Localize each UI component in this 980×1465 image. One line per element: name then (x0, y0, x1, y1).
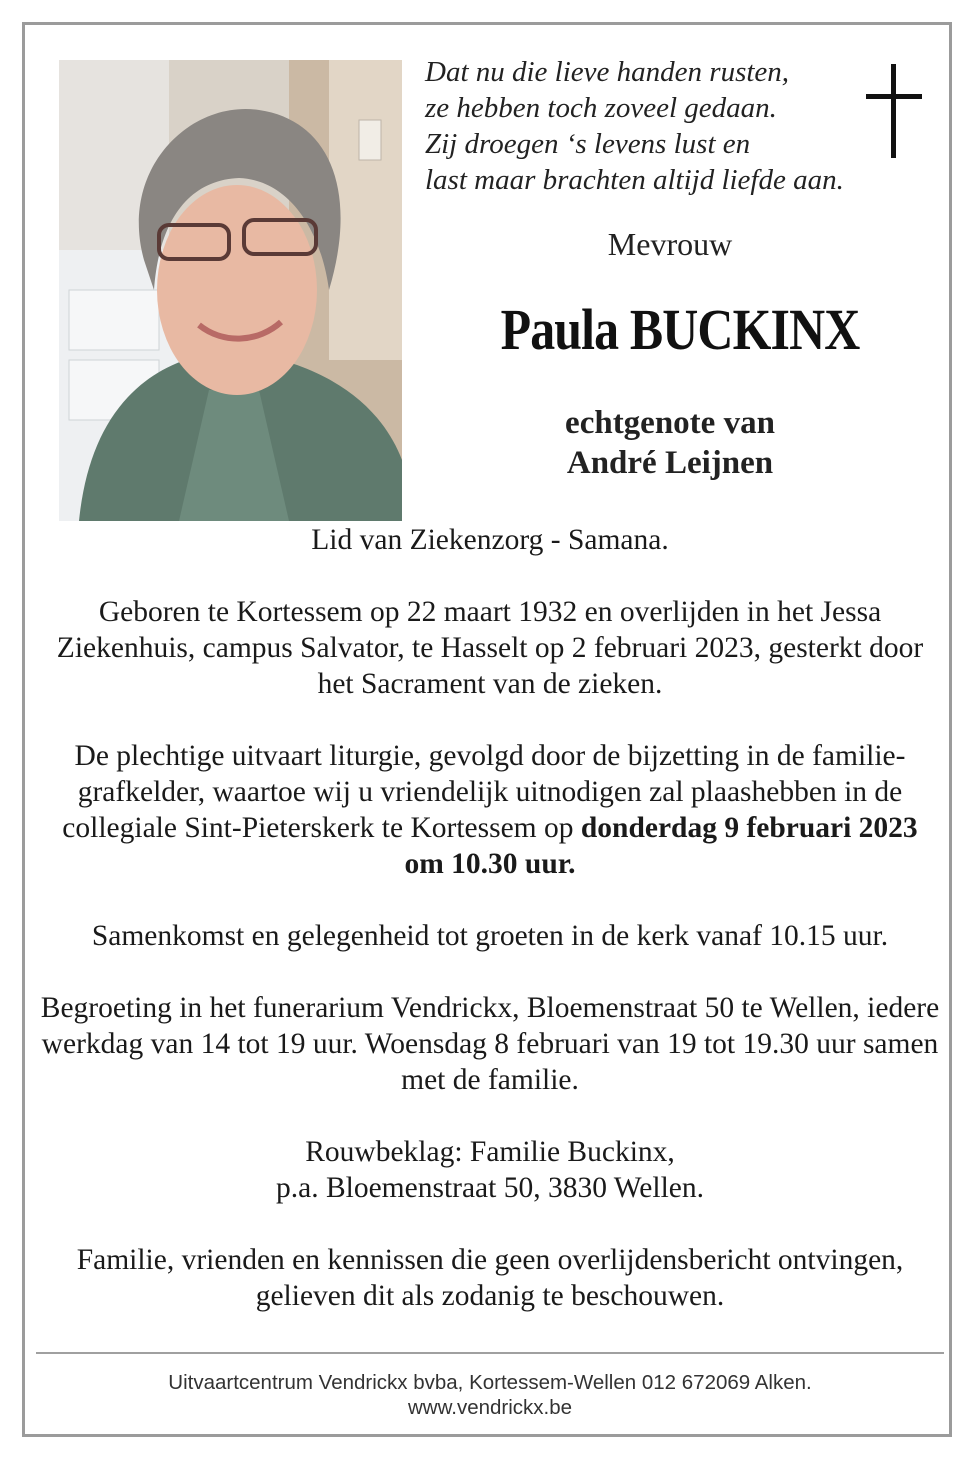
closing-note: Familie, vrienden en kennissen die geen overlijdensbericht ontvingen, gelieven dit als zodanig te beschouwen. (76, 1244, 904, 1312)
poem (425, 54, 875, 198)
poem-line: Zij droegen ‘s levens lust en (425, 128, 751, 160)
poem-line: Dat nu die lieve handen rusten, (425, 56, 790, 88)
footer-divider (36, 1352, 944, 1354)
funeral-text: De plechtige uitvaart liturgie, gevolgd door de bijzetting in de familie- grafkelder, waartoe wij u vriendelijk uitnodigen zal plaashebben in de collegiale Sint-Pieterskerk te Kortessem op (62, 740, 906, 844)
gathering-info: Samenkomst en gelegenheid tot groeten in de kerk vanaf 10.15 uur. (91, 920, 889, 952)
viewing-info: Begroeting in het funerarium Vendrickx, Bloemenstraat 50 te Wellen, iedere werkdag van 14 tot 19 uur. Woensdag 8 februari van 19 tot 19.30 uur samen met de familie. (40, 992, 940, 1096)
spouse-block (470, 403, 870, 483)
deceased-name: Paula BUCKINX (500, 297, 860, 362)
funeral-home-website[interactable]: www.vendrickx.be (407, 1396, 573, 1419)
footer (36, 1370, 944, 1420)
poem-line: last maar brachten altijd liefde aan. (425, 164, 844, 196)
spouse-name: André Leijnen (566, 445, 774, 481)
funeral-info (40, 738, 940, 882)
membership: Lid van Ziekenzorg - Samana. (311, 524, 669, 556)
poem-line: ze hebben toch zoveel gedaan. (425, 92, 777, 124)
condolence-line: Rouwbeklag: Familie Buckinx, (305, 1136, 675, 1168)
condolence-address: p.a. Bloemenstraat 50, 3830 Wellen. (275, 1172, 704, 1204)
cross-icon (866, 64, 922, 158)
spouse-label: echtgenote van (565, 405, 775, 441)
birth-death: Geboren te Kortessem op 22 maart 1932 en overlijden in het Jessa Ziekenhuis, campus Salvator, te Hasselt op 2 februari 2023, gesterkt door het Sacrament van de zieken. (56, 596, 924, 700)
portrait-photo (59, 60, 402, 521)
funeral-datetime: donderdag 9 februari 2023 om 10.30 uur. (404, 812, 918, 880)
notice-body (40, 522, 940, 1350)
condolence-info (40, 1134, 940, 1206)
title-prefix: Mevrouw (607, 226, 733, 262)
funeral-home-info: Uitvaartcentrum Vendrickx bvba, Kortessem-Wellen 012 672069 Alken. (168, 1371, 812, 1394)
